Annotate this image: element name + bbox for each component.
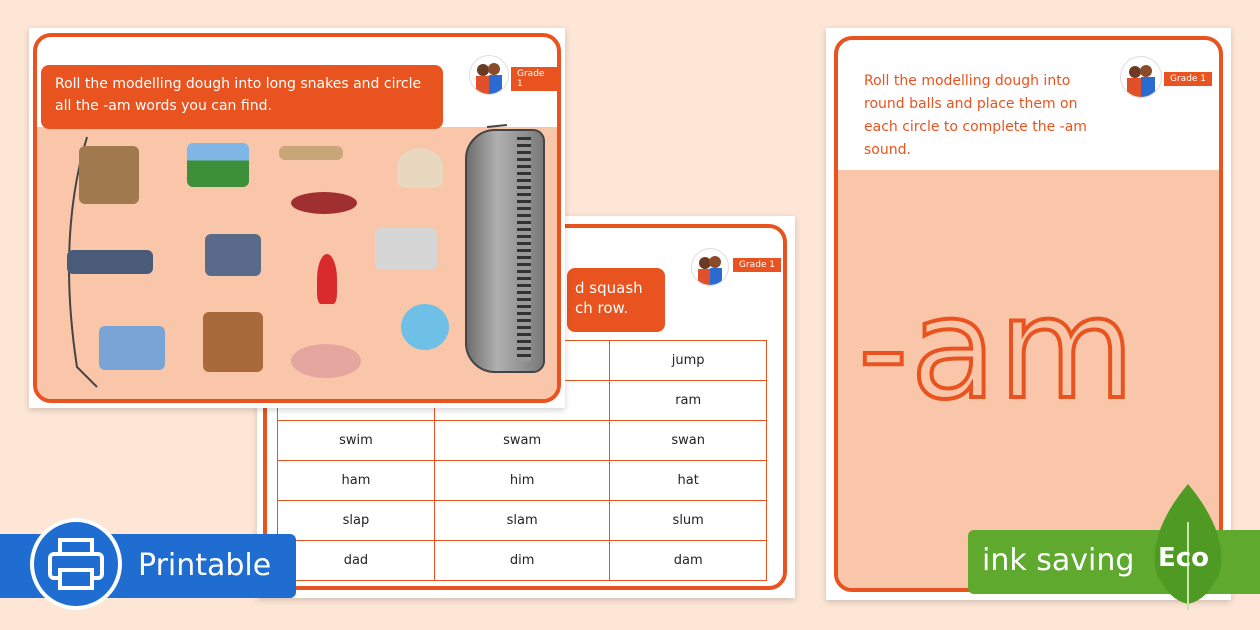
field-picture <box>187 143 249 187</box>
printer-icon <box>34 522 118 606</box>
pram-picture <box>205 234 261 276</box>
clam-picture <box>397 148 443 188</box>
table-cell: jump <box>610 341 767 381</box>
dog-picture <box>203 312 263 372</box>
am-instruction: Roll the modelling dough into round balls and place them on each circle to complete the -am sound. <box>864 73 1087 158</box>
people-picture <box>99 326 165 370</box>
table-cell: swam <box>434 421 610 461</box>
instruction-line-2: ch row. <box>575 299 629 317</box>
children-avatar <box>691 248 729 286</box>
table-row <box>278 501 767 541</box>
instruction-text: Roll the modelling dough into long snakes and circle all the -am words you can find. <box>55 76 422 114</box>
table-cell: swim <box>278 421 435 461</box>
grade-label: Grade 1 <box>1164 72 1212 86</box>
table-cell: slum <box>610 501 767 541</box>
scales-picture <box>375 228 437 270</box>
table-cell: dad <box>278 541 435 581</box>
jar-lid <box>465 129 545 373</box>
ram-picture <box>79 146 139 204</box>
jam-picture <box>291 192 357 214</box>
table-row <box>278 461 767 501</box>
instruction-line-1: d squash <box>575 279 643 297</box>
jar-lid-ridges <box>517 137 531 361</box>
table-cell: hat <box>610 461 767 501</box>
printer-icon-circle <box>30 518 122 610</box>
table-cell: swan <box>610 421 767 461</box>
worksheet-instruction <box>567 268 665 332</box>
table-cell: ram <box>610 381 767 421</box>
ink-saving-label: ink saving <box>982 543 1135 578</box>
picture-jar-worksheet <box>29 28 565 408</box>
table-row <box>278 541 767 581</box>
children-avatar <box>1120 56 1162 98</box>
table-row <box>278 421 767 461</box>
table-cell: slam <box>434 501 610 541</box>
pin-picture <box>317 254 337 304</box>
pegs-picture <box>279 146 343 160</box>
ham-picture <box>291 344 361 378</box>
table-cell: slap <box>278 501 435 541</box>
grade-label: Grade 1 <box>733 258 781 272</box>
swimmer-picture <box>401 304 449 350</box>
am-big-word: -am <box>858 268 1137 431</box>
eco-label: Eco <box>1158 543 1210 573</box>
printable-label: Printable <box>138 548 272 583</box>
grade-label: Grade 1 <box>511 67 557 91</box>
tram-picture <box>67 250 153 274</box>
table-cell: ham <box>278 461 435 501</box>
table-cell: dim <box>434 541 610 581</box>
table-cell: dam <box>610 541 767 581</box>
table-cell: him <box>434 461 610 501</box>
